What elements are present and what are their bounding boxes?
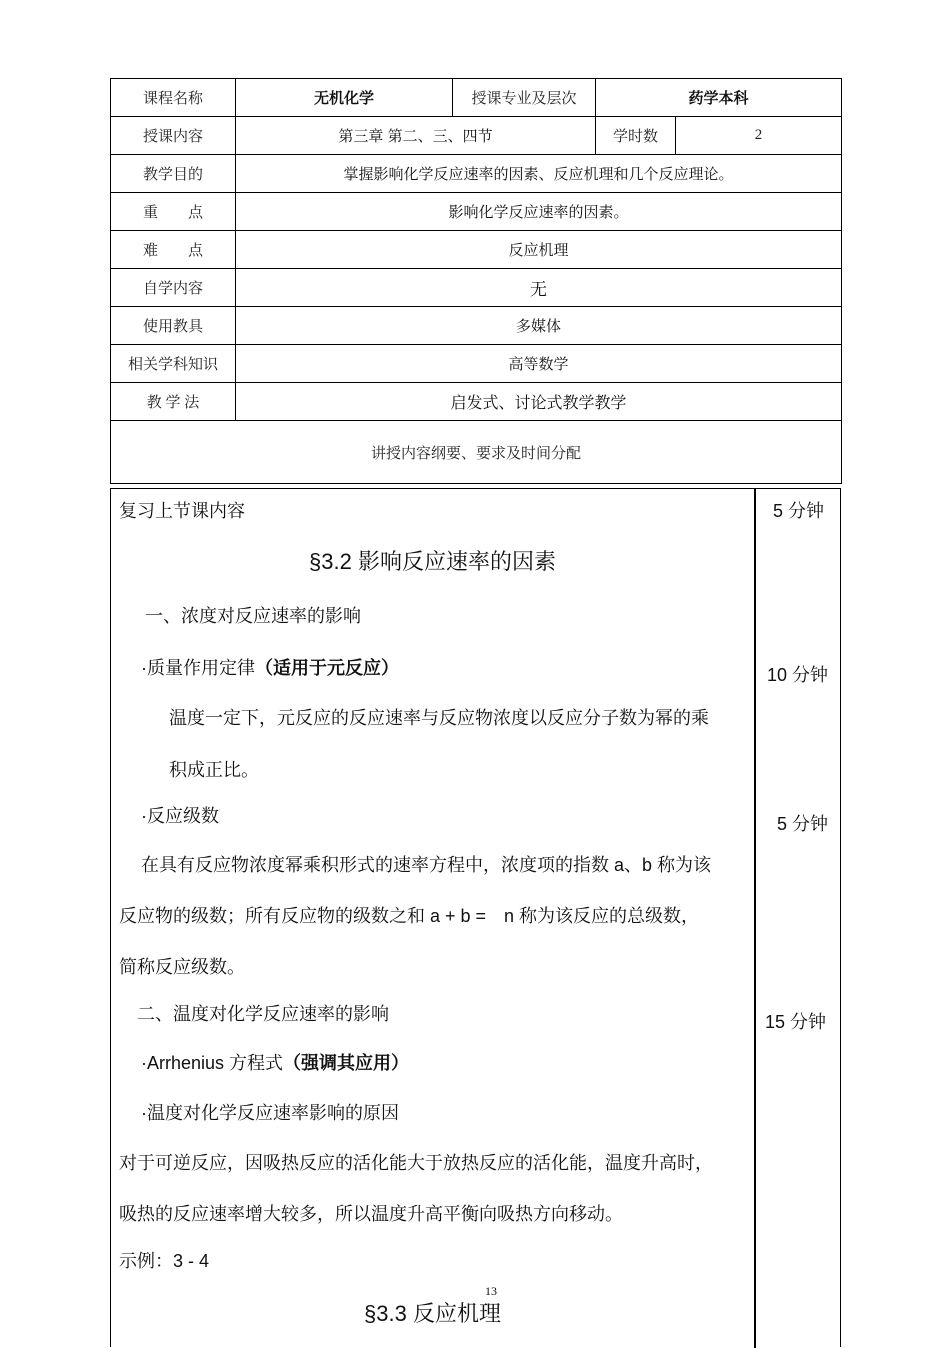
table-row <box>111 269 842 307</box>
major-label: 授课专业及层次 <box>453 79 596 117</box>
teaching-tools-value: 多媒体 <box>236 307 842 345</box>
paragraph-line: 温度一定下，元反应的反应速率与反应物浓度以反应分子数为幂的乘 <box>169 708 709 728</box>
course-name-label: 课程名称 <box>111 79 236 117</box>
arrhenius-line <box>141 1049 409 1075</box>
table-row <box>111 421 842 484</box>
table-row <box>111 383 842 421</box>
time-column-divider <box>754 489 756 1348</box>
paragraph-line: 积成正比。 <box>169 760 259 780</box>
section-heading-3-3: §3.3 反应机理 <box>364 1301 501 1326</box>
arrhenius-label: ·Arrhenius 方程式 <box>141 1053 284 1073</box>
paragraph-line: 简称反应级数。 <box>119 957 245 977</box>
content-value: 第三章 第二、三、四节 <box>236 117 596 155</box>
paragraph-line: 反应物的级数；所有反应物的级数之和 a + b = n 称为该反应的总级数， <box>119 906 700 926</box>
difficult-point-label: 难 点 <box>111 231 236 269</box>
arrhenius-note: （强调其应用） <box>283 1053 410 1073</box>
table-row <box>111 193 842 231</box>
section-heading-3-2: §3.2 影响反应速率的因素 <box>309 549 556 574</box>
time-allocation: 5 分钟 <box>773 501 825 521</box>
table-row <box>111 117 842 155</box>
time-allocation: 10 分钟 <box>767 665 829 685</box>
self-study-label: 自学内容 <box>111 269 236 307</box>
mass-action-law-label: ·质量作用定律 <box>141 658 255 678</box>
content-label: 授课内容 <box>111 117 236 155</box>
key-point-label: 重 点 <box>111 193 236 231</box>
teaching-method-value: 启发式、讨论式教学教学 <box>236 383 842 421</box>
subsection-concentration: 一、浓度对反应速率的影响 <box>145 606 361 626</box>
reaction-order-label: ·反应级数 <box>141 806 219 826</box>
paragraph-line: 吸热的反应速率增大较多，所以温度升高平衡向吸热方向移动。 <box>119 1204 623 1224</box>
time-allocation: 15 分钟 <box>765 1012 827 1032</box>
teaching-method-label: 教 学 法 <box>111 383 236 421</box>
time-allocation: 5 分钟 <box>777 814 829 834</box>
key-point-value: 影响化学反应速率的因素。 <box>236 193 842 231</box>
table-row <box>111 345 842 383</box>
temperature-reason-label: ·温度对化学反应速率影响的原因 <box>141 1103 399 1123</box>
review-line: 复习上节课内容 <box>119 501 245 521</box>
table-row <box>111 155 842 193</box>
related-knowledge-label: 相关学科知识 <box>111 345 236 383</box>
subsection-temperature: 二、温度对化学反应速率的影响 <box>137 1004 389 1024</box>
mass-action-law-line <box>141 654 399 680</box>
page-number: 13 <box>485 1284 497 1298</box>
table-row <box>111 79 842 117</box>
teaching-tools-label: 使用教具 <box>111 307 236 345</box>
table-row <box>111 307 842 345</box>
table-row <box>111 231 842 269</box>
outline-title: 讲授内容纲要、要求及时间分配 <box>111 421 842 484</box>
self-study-value: 无 <box>236 269 842 307</box>
example-line: 示例：3 - 4 <box>119 1251 210 1271</box>
related-knowledge-value: 高等数学 <box>236 345 842 383</box>
difficult-point-value: 反应机理 <box>236 231 842 269</box>
mass-action-law-note: （适用于元反应） <box>255 658 399 678</box>
paragraph-line: 在具有反应物浓度幂乘积形式的速率方程中，浓度项的指数 a、b 称为该 <box>141 855 712 875</box>
course-info-table <box>110 78 842 484</box>
major-value: 药学本科 <box>596 79 842 117</box>
course-name: 无机化学 <box>236 79 453 117</box>
goal-value: 掌握影响化学反应速率的因素、反应机理和几个反应理论。 <box>236 155 842 193</box>
paragraph-line: 对于可逆反应，因吸热反应的活化能大于放热反应的活化能，温度升高时， <box>119 1153 713 1173</box>
hours-value: 2 <box>676 117 842 155</box>
goal-label: 教学目的 <box>111 155 236 193</box>
lecture-content-area <box>110 488 841 1347</box>
hours-label: 学时数 <box>596 117 676 155</box>
